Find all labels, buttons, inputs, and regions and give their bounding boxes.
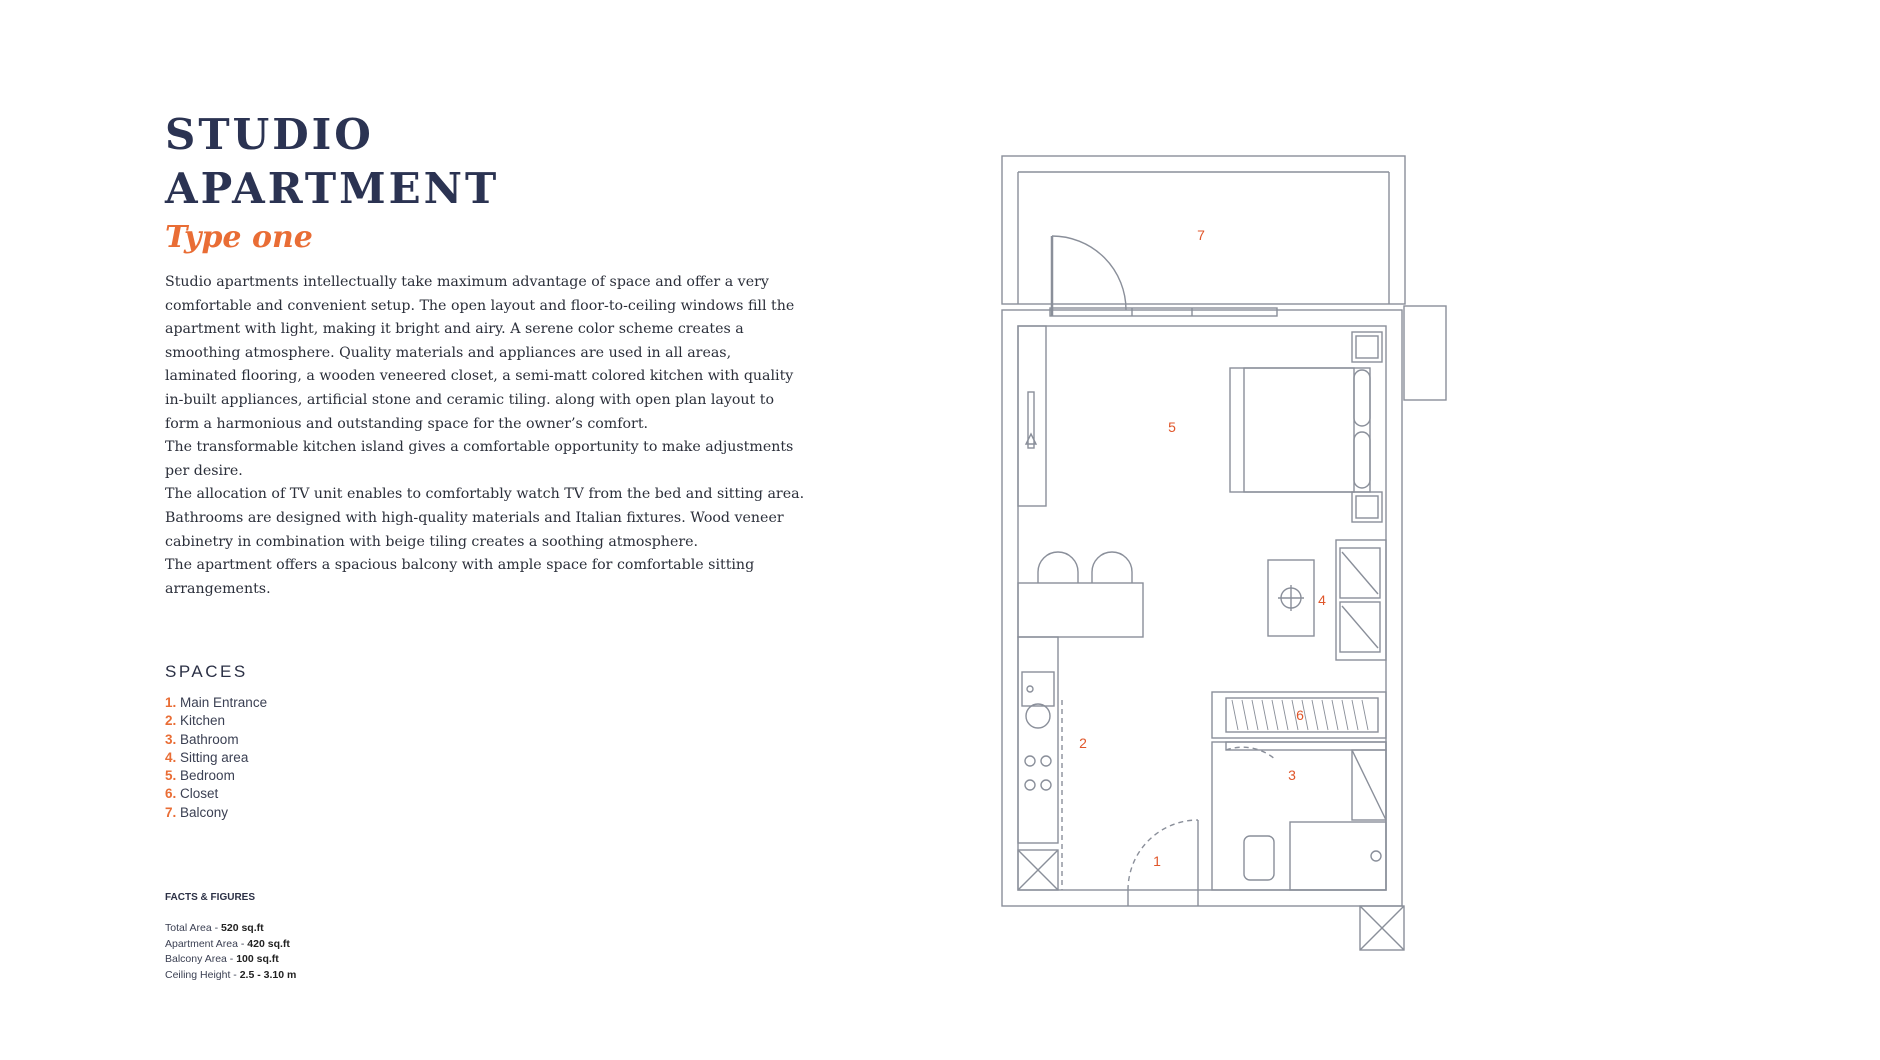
fact-value: 100 sq.ft bbox=[236, 953, 279, 965]
entrance-door-swing bbox=[1128, 820, 1198, 890]
description-paragraph: Studio apartments intellectually take maximum advantage of space and offer a very comfortable and convenient setup. The open layout and floor-to-ceiling windows fill the apartment with light, making it bright and airy. A serene color scheme creates a smoothing atmosphere. Quality materials and appliances are used in all areas, laminated flooring, a wooden veneered closet, a semi-matt colored kitchen with quality in-built appliances, artificial stone and ceramic tiling. along with open plan layout to form a harmonious and outstanding space for the owner’s comfort. bbox=[165, 274, 795, 432]
facts-title: FACTS & FIGURES bbox=[165, 892, 256, 903]
list-item bbox=[165, 712, 267, 730]
list-item-number: 4. bbox=[165, 749, 177, 765]
list-item bbox=[165, 731, 267, 749]
fact-row bbox=[165, 937, 296, 953]
room-label-kitchen: 2 bbox=[1079, 735, 1087, 751]
fact-row bbox=[165, 921, 296, 937]
list-item bbox=[165, 804, 267, 822]
bed bbox=[1230, 368, 1370, 492]
list-item-number: 1. bbox=[165, 695, 177, 710]
room-label-closet: 6 bbox=[1296, 707, 1304, 723]
floor-plan bbox=[990, 150, 1460, 965]
fact-value: 2.5 - 3.10 m bbox=[239, 968, 297, 981]
list-item-label: Bathroom bbox=[180, 731, 239, 747]
fact-value: 420 sq.ft bbox=[247, 937, 290, 950]
page-title bbox=[165, 108, 805, 216]
description-paragraph: The allocation of TV unit enables to comfortably watch TV from the bed and sitting area. bbox=[165, 486, 805, 503]
list-item bbox=[165, 749, 267, 767]
list-item bbox=[165, 767, 267, 785]
list-item-number: 7. bbox=[165, 804, 177, 820]
description-paragraph: The transformable kitchen island gives a comfortable opportunity to make adjustments per desire. bbox=[165, 439, 794, 479]
title-line-1: STUDIO bbox=[165, 110, 374, 159]
list-item-number: 2. bbox=[165, 713, 177, 729]
kitchen-counter bbox=[1018, 637, 1058, 843]
room-label-balcony: 7 bbox=[1197, 227, 1205, 243]
room-label-bedroom: 5 bbox=[1168, 419, 1176, 435]
window-strip bbox=[1050, 308, 1277, 316]
fact-label: Apartment Area - bbox=[165, 937, 248, 950]
spaces-title: SPACES bbox=[165, 662, 248, 681]
description-paragraph: The apartment offers a spacious balcony with ample space for comfortable sitting arrangements. bbox=[165, 557, 755, 597]
list-item-number: 5. bbox=[165, 768, 177, 784]
spaces-list bbox=[165, 662, 267, 822]
title-line-2: APARTMENT bbox=[165, 164, 500, 213]
list-item bbox=[165, 694, 267, 712]
fact-label: Balcony Area - bbox=[165, 953, 237, 965]
page-subtitle: Type one bbox=[165, 220, 313, 255]
list-item-label: Bedroom bbox=[180, 768, 235, 784]
apartment-outline bbox=[1002, 310, 1402, 906]
list-item-label: Main Entrance bbox=[180, 695, 268, 710]
description bbox=[165, 271, 805, 601]
tv-unit bbox=[1018, 326, 1046, 506]
list-item-label: Kitchen bbox=[180, 713, 226, 729]
room-label-entrance: 1 bbox=[1153, 853, 1161, 869]
list-item bbox=[165, 785, 267, 803]
door-swing bbox=[1052, 236, 1126, 310]
fact-row bbox=[165, 952, 296, 968]
bathroom bbox=[1212, 742, 1386, 890]
list-item-number: 3. bbox=[165, 731, 177, 747]
toilet bbox=[1244, 836, 1274, 880]
kitchen-island bbox=[1018, 583, 1143, 637]
list-item-label: Balcony bbox=[180, 804, 229, 820]
facts-figures bbox=[165, 892, 296, 983]
fact-label: Total Area - bbox=[165, 922, 222, 934]
list-item-number: 6. bbox=[165, 786, 177, 802]
room-labels bbox=[1079, 227, 1326, 869]
fact-label: Ceiling Height - bbox=[165, 968, 240, 981]
room-label-bathroom: 3 bbox=[1288, 767, 1296, 783]
description-paragraph: Bathrooms are designed with high-quality materials and Italian fixtures. Wood veneer cabinetry in combination with beige tiling creates a soothing atmosphere. bbox=[165, 509, 784, 550]
sofa bbox=[1336, 540, 1386, 660]
text-column bbox=[165, 108, 805, 601]
list-item-label: Sitting area bbox=[180, 749, 249, 765]
fact-value: 520 sq.ft bbox=[221, 922, 264, 934]
room-label-sitting: 4 bbox=[1318, 592, 1326, 608]
list-item-label: Closet bbox=[180, 786, 219, 802]
fact-row bbox=[165, 968, 296, 984]
